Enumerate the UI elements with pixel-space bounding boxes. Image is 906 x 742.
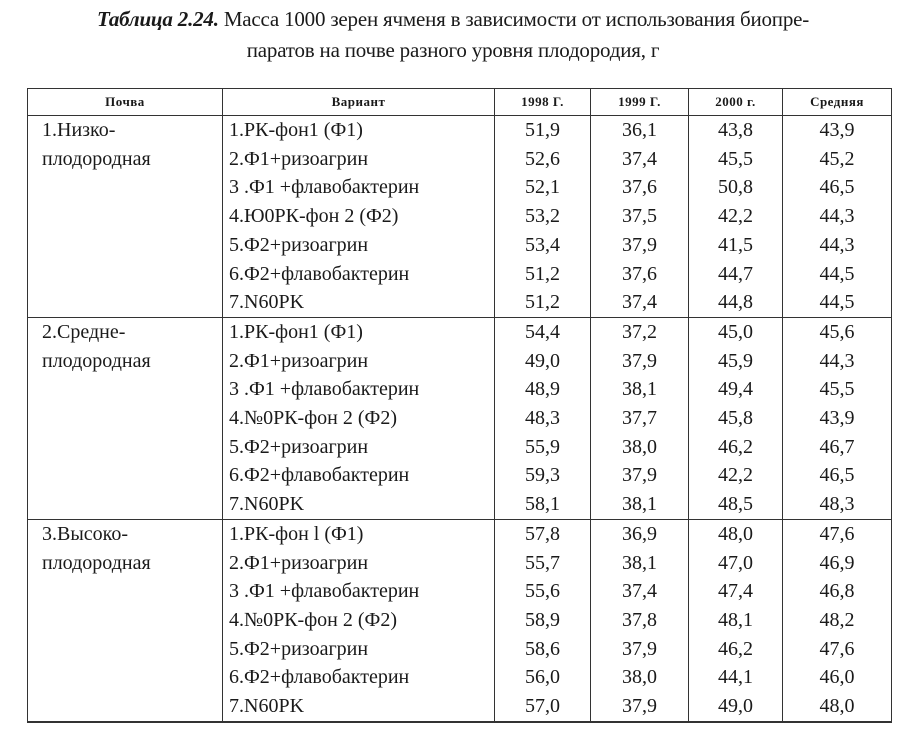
value-1998-cell: 56,0	[495, 663, 591, 692]
value-2000-cell: 50,8	[689, 173, 783, 202]
value-2000-cell: 41,5	[689, 231, 783, 260]
value-average-cell: 44,5	[783, 288, 892, 317]
value-average-cell: 45,6	[783, 317, 892, 346]
value-2000-cell: 44,1	[689, 663, 783, 692]
table-row	[28, 635, 892, 664]
header-average: Средняя	[783, 89, 892, 116]
soil-cell	[28, 173, 223, 202]
table-row	[28, 549, 892, 578]
value-2000-cell: 45,8	[689, 404, 783, 433]
variant-cell: 2.Ф1+ризоагрин	[223, 145, 495, 174]
value-2000-cell: 49,0	[689, 692, 783, 722]
value-average-cell: 44,3	[783, 202, 892, 231]
value-2000-cell: 46,2	[689, 433, 783, 462]
table-row	[28, 490, 892, 519]
variant-cell: 5.Ф2+ризоагрин	[223, 433, 495, 462]
variant-cell: 1.РК-фон1 (Ф1)	[223, 116, 495, 145]
value-1999-cell: 37,4	[591, 577, 689, 606]
table-number: Таблица 2.24.	[96, 7, 219, 31]
soil-cell: 3.Высоко-	[28, 519, 223, 548]
value-1999-cell: 37,4	[591, 288, 689, 317]
soil-cell	[28, 692, 223, 722]
value-1998-cell: 48,9	[495, 375, 591, 404]
value-1998-cell: 48,3	[495, 404, 591, 433]
soil-cell	[28, 375, 223, 404]
table-row	[28, 202, 892, 231]
variant-cell: 2.Ф1+ризоагрин	[223, 347, 495, 376]
variant-cell: 6.Ф2+флавобактерин	[223, 461, 495, 490]
soil-cell: плодородная	[28, 347, 223, 376]
variant-cell: 7.N60PK	[223, 692, 495, 722]
value-1998-cell: 54,4	[495, 317, 591, 346]
value-1999-cell: 37,7	[591, 404, 689, 433]
soil-cell	[28, 404, 223, 433]
table-row	[28, 606, 892, 635]
soil-cell	[28, 606, 223, 635]
value-average-cell: 46,8	[783, 577, 892, 606]
value-1999-cell: 37,8	[591, 606, 689, 635]
value-1999-cell: 37,9	[591, 347, 689, 376]
value-1999-cell: 38,1	[591, 375, 689, 404]
value-1999-cell: 38,1	[591, 490, 689, 519]
table-row	[28, 692, 892, 722]
value-1998-cell: 57,0	[495, 692, 591, 722]
header-variant: Вариант	[223, 89, 495, 116]
value-average-cell: 48,3	[783, 490, 892, 519]
value-2000-cell: 42,2	[689, 461, 783, 490]
value-2000-cell: 44,8	[689, 288, 783, 317]
value-1998-cell: 53,2	[495, 202, 591, 231]
value-average-cell: 44,3	[783, 231, 892, 260]
variant-cell: 4.№0РК-фон 2 (Ф2)	[223, 606, 495, 635]
variant-cell: 3 .Ф1 +флавобактерин	[223, 375, 495, 404]
value-1999-cell: 37,2	[591, 317, 689, 346]
soil-cell	[28, 461, 223, 490]
value-1998-cell: 53,4	[495, 231, 591, 260]
variant-cell: 7.N60PK	[223, 490, 495, 519]
value-1999-cell: 38,0	[591, 663, 689, 692]
table-row	[28, 317, 892, 346]
value-1998-cell: 59,3	[495, 461, 591, 490]
value-1998-cell: 58,6	[495, 635, 591, 664]
value-1998-cell: 52,1	[495, 173, 591, 202]
variant-cell: 4.№0РК-фон 2 (Ф2)	[223, 404, 495, 433]
value-1999-cell: 37,4	[591, 145, 689, 174]
value-2000-cell: 47,4	[689, 577, 783, 606]
value-2000-cell: 46,2	[689, 635, 783, 664]
soil-cell	[28, 635, 223, 664]
value-2000-cell: 47,0	[689, 549, 783, 578]
header-1998: 1998 Г.	[495, 89, 591, 116]
table-row	[28, 375, 892, 404]
value-2000-cell: 45,9	[689, 347, 783, 376]
header-1999: 1999 Г.	[591, 89, 689, 116]
variant-cell: 5.Ф2+ризоагрин	[223, 635, 495, 664]
variant-cell: 1.РК-фон1 (Ф1)	[223, 317, 495, 346]
table-row	[28, 433, 892, 462]
soil-cell	[28, 433, 223, 462]
table-caption-line-1	[0, 7, 906, 32]
value-average-cell: 47,6	[783, 519, 892, 548]
table-row	[28, 260, 892, 289]
value-1998-cell: 51,9	[495, 116, 591, 145]
table-row	[28, 461, 892, 490]
value-2000-cell: 44,7	[689, 260, 783, 289]
value-1998-cell: 57,8	[495, 519, 591, 548]
value-1999-cell: 36,9	[591, 519, 689, 548]
table-row	[28, 519, 892, 548]
variant-cell: 6.Ф2+флавобактерин	[223, 260, 495, 289]
caption-text: Масса 1000 зерен ячменя в зависимости от использования биопре-	[218, 7, 810, 31]
value-average-cell: 46,5	[783, 173, 892, 202]
value-1998-cell: 55,7	[495, 549, 591, 578]
value-average-cell: 43,9	[783, 404, 892, 433]
table-row	[28, 347, 892, 376]
value-average-cell: 44,5	[783, 260, 892, 289]
value-2000-cell: 49,4	[689, 375, 783, 404]
value-2000-cell: 48,5	[689, 490, 783, 519]
soil-cell: плодородная	[28, 145, 223, 174]
variant-cell: 4.Ю0РК-фон 2 (Ф2)	[223, 202, 495, 231]
value-2000-cell: 45,0	[689, 317, 783, 346]
header-2000: 2000 г.	[689, 89, 783, 116]
value-1999-cell: 37,9	[591, 635, 689, 664]
value-1999-cell: 37,5	[591, 202, 689, 231]
table-row	[28, 404, 892, 433]
value-1998-cell: 51,2	[495, 260, 591, 289]
value-1999-cell: 36,1	[591, 116, 689, 145]
table-row	[28, 173, 892, 202]
value-average-cell: 45,2	[783, 145, 892, 174]
value-average-cell: 44,3	[783, 347, 892, 376]
value-1998-cell: 52,6	[495, 145, 591, 174]
value-1998-cell: 55,6	[495, 577, 591, 606]
table-row	[28, 577, 892, 606]
table-row	[28, 288, 892, 317]
soil-cell: 1.Низко-	[28, 116, 223, 145]
value-2000-cell: 48,0	[689, 519, 783, 548]
value-1999-cell: 37,9	[591, 461, 689, 490]
value-1998-cell: 55,9	[495, 433, 591, 462]
value-average-cell: 48,2	[783, 606, 892, 635]
header-soil: Почва	[28, 89, 223, 116]
soil-cell	[28, 202, 223, 231]
table-caption-line-2: паратов на почве разного уровня плодородия, г	[246, 38, 660, 62]
variant-cell: 1.РК-фон l (Ф1)	[223, 519, 495, 548]
table-row	[28, 663, 892, 692]
variant-cell: 6.Ф2+флавобактерин	[223, 663, 495, 692]
value-2000-cell: 42,2	[689, 202, 783, 231]
value-2000-cell: 45,5	[689, 145, 783, 174]
value-1999-cell: 37,9	[591, 231, 689, 260]
soil-cell	[28, 288, 223, 317]
value-1998-cell: 49,0	[495, 347, 591, 376]
value-average-cell: 46,0	[783, 663, 892, 692]
value-1999-cell: 37,6	[591, 260, 689, 289]
value-1999-cell: 37,9	[591, 692, 689, 722]
value-average-cell: 46,5	[783, 461, 892, 490]
soil-cell: 2.Средне-	[28, 317, 223, 346]
value-1999-cell: 37,6	[591, 173, 689, 202]
value-average-cell: 46,7	[783, 433, 892, 462]
soil-cell	[28, 231, 223, 260]
variant-cell: 7.N60PK	[223, 288, 495, 317]
value-1998-cell: 58,1	[495, 490, 591, 519]
table-row	[28, 116, 892, 145]
table-row	[28, 231, 892, 260]
value-average-cell: 46,9	[783, 549, 892, 578]
data-table	[27, 88, 892, 723]
variant-cell: 5.Ф2+ризоагрин	[223, 231, 495, 260]
value-2000-cell: 43,8	[689, 116, 783, 145]
variant-cell: 2.Ф1+ризоагрин	[223, 549, 495, 578]
soil-cell	[28, 260, 223, 289]
soil-cell	[28, 663, 223, 692]
value-2000-cell: 48,1	[689, 606, 783, 635]
header-row	[28, 89, 892, 116]
value-1999-cell: 38,0	[591, 433, 689, 462]
value-average-cell: 47,6	[783, 635, 892, 664]
value-average-cell: 45,5	[783, 375, 892, 404]
value-1998-cell: 58,9	[495, 606, 591, 635]
soil-cell: плодородная	[28, 549, 223, 578]
value-1998-cell: 51,2	[495, 288, 591, 317]
variant-cell: 3 .Ф1 +флавобактерин	[223, 173, 495, 202]
table-row	[28, 145, 892, 174]
soil-cell	[28, 577, 223, 606]
value-1999-cell: 38,1	[591, 549, 689, 578]
value-average-cell: 48,0	[783, 692, 892, 722]
variant-cell: 3 .Ф1 +флавобактерин	[223, 577, 495, 606]
soil-cell	[28, 490, 223, 519]
value-average-cell: 43,9	[783, 116, 892, 145]
